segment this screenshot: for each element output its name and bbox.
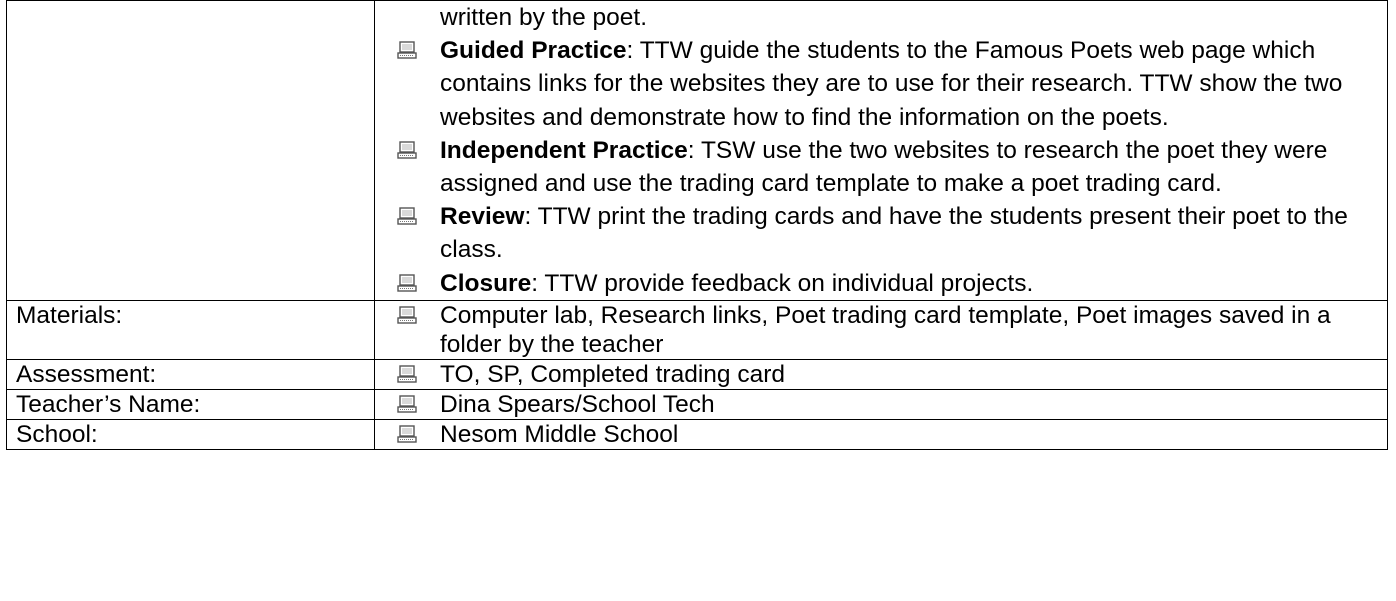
step-term: Review [440,203,525,231]
step-closure [375,267,1387,300]
row-value-list [375,390,1387,419]
computer-icon [397,424,417,444]
row-value-cell [375,359,1388,389]
row-label: Assessment: [7,359,375,389]
materials-row [7,300,1388,359]
procedure-list [375,1,1387,300]
row-value: Computer lab, Research links, Poet trading card template, Poet images saved in a folder by the teacher [440,301,1331,358]
computer-icon [397,394,417,414]
step-term: Closure [440,269,532,297]
procedure-row [7,1,1388,301]
procedure-continuation-text: written by the poet. [440,4,648,31]
procedure-content-cell [375,1,1388,301]
assessment-row [7,359,1388,389]
step-text: : TTW guide the students to the Famous Poets web page which contains links for the websites they are to use for their research. TTW show the two websites and demonstrate how to find the information on the poets. [440,37,1343,131]
row-value-item [375,420,1387,449]
row-value-list [375,360,1387,389]
procedure-label-cell [7,1,375,301]
step-guided-practice [375,34,1387,134]
school-row [7,419,1388,449]
row-label: Materials: [7,300,375,359]
computer-icon [397,206,417,226]
row-value: Dina Spears/School Tech [440,390,715,418]
computer-icon [397,305,417,325]
computer-icon [397,364,417,384]
row-value-item [375,360,1387,389]
row-value-item [375,390,1387,419]
row-value-cell [375,419,1388,449]
step-text: : TSW use the two websites to research the poet they were assigned and use the trading card template to make a poet trading card. [440,136,1328,198]
step-term: Independent Practice [440,136,688,164]
step-independent-practice [375,134,1387,200]
step-term: Guided Practice [440,37,627,65]
computer-icon [397,273,417,293]
row-value: TO, SP, Completed trading card [440,360,785,388]
row-label: School: [7,419,375,449]
step-text: : TTW provide feedback on individual projects. [531,269,1034,297]
step-review [375,200,1387,266]
lesson-plan-table [6,0,1388,450]
step-text: : TTW print the trading cards and have the students present their poet to the class. [440,203,1348,264]
teacher-name-row [7,389,1388,419]
computer-icon [397,40,417,60]
row-value-cell [375,300,1388,359]
row-value-cell [375,389,1388,419]
row-value-list [375,420,1387,449]
row-label: Teacher’s Name: [7,389,375,419]
row-value-item [375,301,1387,359]
row-value-list [375,301,1387,359]
row-value: Nesom Middle School [440,420,679,448]
computer-icon [397,140,417,160]
